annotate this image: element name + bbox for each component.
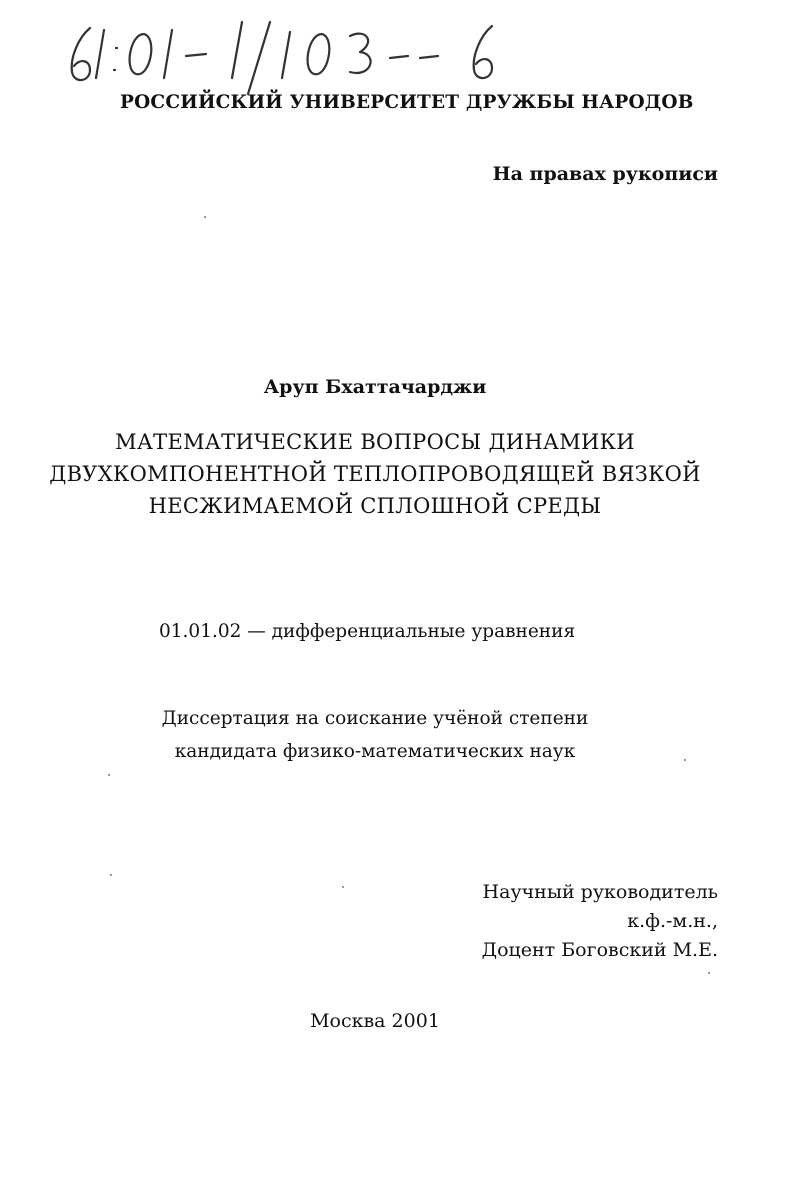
scan-speck (708, 972, 710, 974)
scan-speck (684, 759, 686, 761)
handwritten-catalog-number (60, 8, 540, 96)
degree-statement (0, 702, 750, 768)
advisor-line: Научный руководитель (482, 881, 718, 903)
author-name: Аруп Бхаттачарджи (263, 376, 487, 398)
scientific-advisor (482, 878, 718, 965)
advisor-line: к.ф.-м.н., (627, 910, 718, 932)
scan-speck (204, 216, 206, 218)
specialty-code: 01.01.02 — дифференциальные уравнения (159, 621, 576, 642)
title-line: ДВУХКОМПОНЕНТНОЙ ТЕПЛОПРОВОДЯЩЕЙ ВЯЗКОЙ (49, 462, 701, 486)
scan-speck (108, 774, 110, 776)
scan-speck (342, 886, 344, 888)
degree-line: кандидата физико-математических наук (174, 741, 576, 762)
advisor-line: Доцент Боговский М.Е. (481, 939, 718, 961)
university-name: РОССИЙСКИЙ УНИВЕРСИТЕТ ДРУЖБЫ НАРОДОВ (120, 92, 694, 113)
dissertation-title (0, 426, 750, 522)
city-year: Москва 2001 (310, 1010, 440, 1032)
scan-speck (110, 874, 112, 876)
degree-line: Диссертация на соискание учёной степени (161, 708, 589, 729)
title-line: НЕСЖИМАЕМОЙ СПЛОШНОЙ СРЕДЫ (148, 494, 602, 518)
title-line: МАТЕМАТИЧЕСКИЕ ВОПРОСЫ ДИНАМИКИ (115, 430, 635, 454)
rights-note: На правах рукописи (492, 163, 718, 185)
